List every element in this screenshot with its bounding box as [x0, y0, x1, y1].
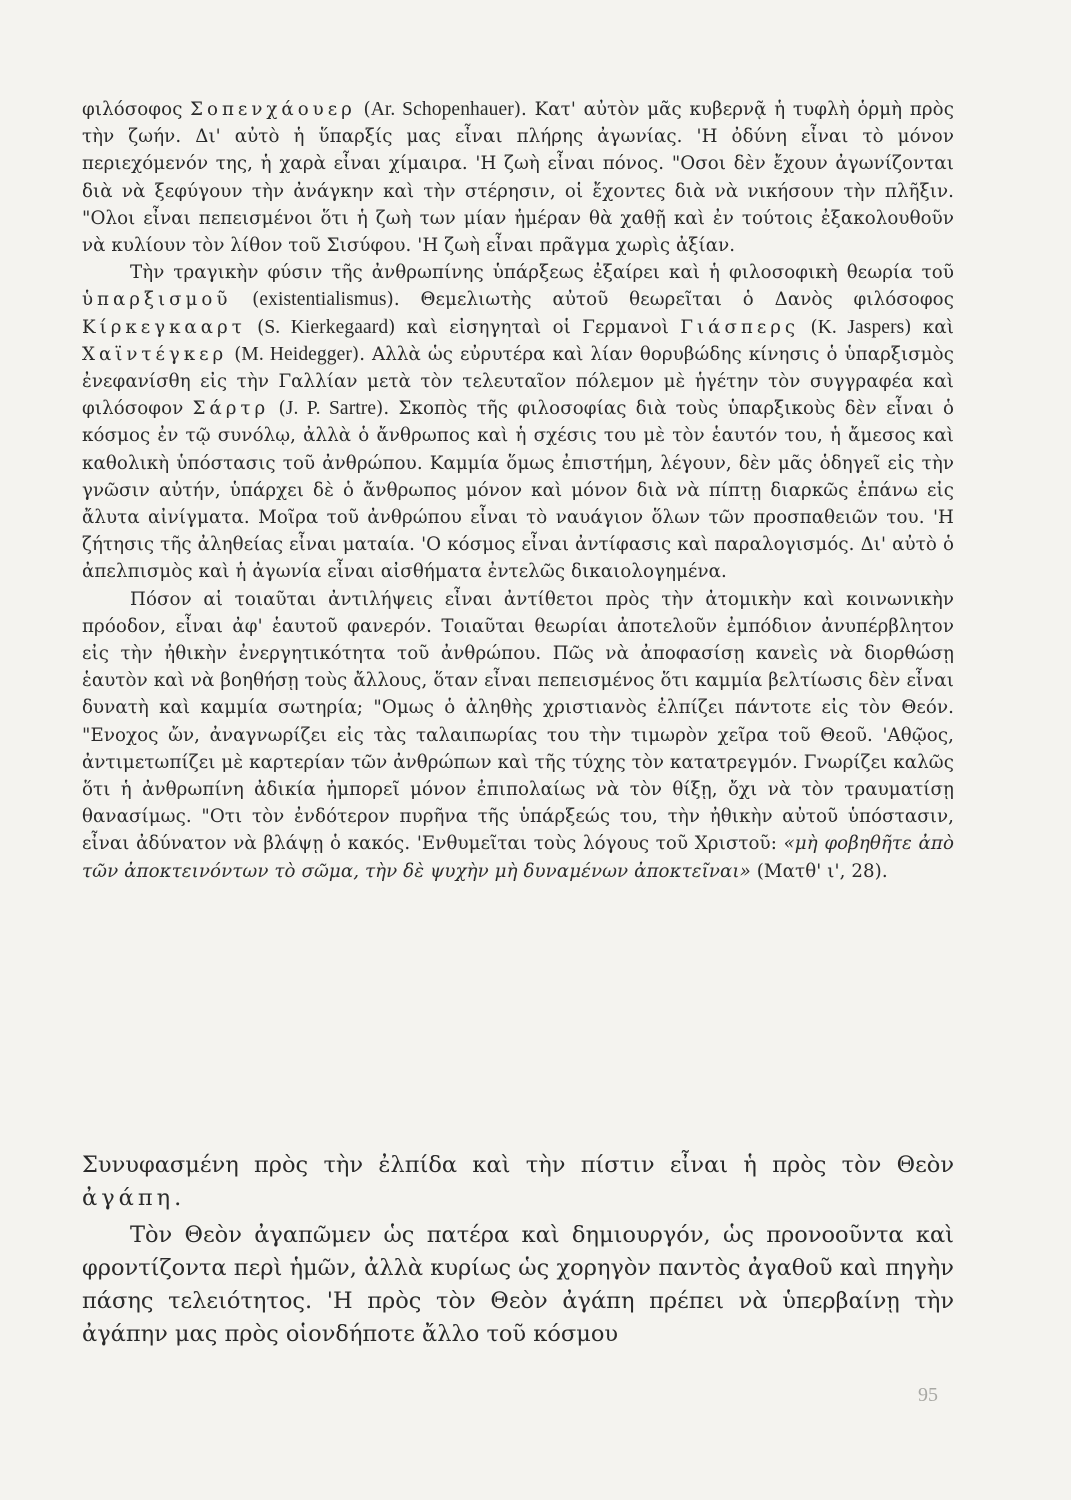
paragraph-1: φιλόσοφος Σοπενχάουερ (Ar. Schopenhauer). Κατ' αὐτὸν μᾶς κυβερνᾷ ἡ τυφλὴ ὁρμὴ πρὸς τὴν ζωήν. Δι' αὐτὸ ἡ ὕπαρξίς μας εἶναι πλήρης ἀγωνίας. 'Η ὀδύνη εἶναι τὸ μόνον περιεχόμενόν της, ἡ χαρὰ εἶναι χίμαιρα. 'Η ζωὴ εἶναι πόνος. "Οσοι δὲν ἔχουν ἀγωνίζονται διὰ νὰ ξεφύγουν τὴν ἀνάγκην καὶ τὴν στέρησιν, οἱ ἔχοντες διὰ νὰ νικήσουν τὴν πλῆξιν. "Ολοι εἶναι πεπεισμένοι ὅτι ἡ ζωὴ των μίαν ἡμέραν θὰ χαθῇ καὶ ἐν τούτοις ἐξακολουθοῦν νὰ κυλίουν τὸν λίθον τοῦ Σισύφου. 'Η ζωὴ εἶναι πρᾶγμα χωρὶς ἀξίαν.	[82, 99, 954, 257]
jaspers-latin: K. Jaspers	[817, 316, 905, 338]
gospel-quote: «μὴ φοβηθῆτε ἀπὸ τῶν ἀποκτεινόντων τὸ σῶμα, τὴν δὲ ψυχὴν μὴ δυναμένων ἀποκτεῖναι»	[82, 833, 954, 882]
kierkegaard-greek: Κίρκεγκααρτ	[82, 316, 246, 338]
term-latin: existentialismus	[259, 289, 387, 311]
agape-term: ἀγάπη	[82, 1185, 175, 1211]
small-text-block	[82, 96, 954, 885]
name-greek: Σοπενχάουερ	[190, 99, 356, 120]
heidegger-latin: M. Heidegger	[241, 343, 352, 365]
page-number: 95	[918, 1384, 938, 1406]
paragraph-3: Πόσον αἱ τοιαῦται ἀντιλήψεις εἶναι ἀντίθετοι πρὸς τὴν ἀτομικὴν καὶ κοινωνικὴν πρόοδον, εἶναι ἀφ' ἑαυτοῦ φανερόν. Τοιαῦται θεωρίαι ἀποτελοῦν ἐμπόδιον ἀνυπέρβλητον εἰς τὴν ἠθικὴν ἐνεργητικότητα τοῦ ἀνθρώπου. Πῶς νὰ ἀποφασίσῃ κανεὶς νὰ διορθώσῃ ἑαυτὸν καὶ νὰ βοηθήσῃ τοὺς ἄλλους, ὅταν εἶναι πεπεισμένος ὅτι καμμία βελτίωσις δὲν εἶναι δυνατὴ καὶ καμμία σωτηρία; "Ομως ὁ ἀληθὴς χριστιανὸς ἐλπίζει πάντοτε εἰς τὸν Θεόν. "Ενοχος ὤν, ἀναγνωρίζει εἰς τὰς ταλαιπωρίας του τὴν τιμωρὸν χεῖρα τοῦ Θεοῦ. 'Αθῷος, ἀντιμετωπίζει μὲ καρτερίαν τῶν ἀνθρώπων καὶ τῆς τύχης τὸν κατατρεγμόν. Γνωρίζει καλῶς ὅτι ἡ ἀνθρωπίνη ἀδικία ἠμπορεῖ μόνον ἐπιπολαίως νὰ τὸν θίξῃ, ὄχι νὰ τὸν τραυματίσῃ θανασίμως. "Οτι τὸν ἐνδότερον πυρῆνα τῆς ὑπάρξεώς του, τὴν ἠθικὴν αὐτοῦ ὑπόστασιν, εἶναι ἀδύνατον νὰ βλάψῃ ὁ κακός. 'Ενθυμεῖται τοὺς λόγους τοῦ Χριστοῦ: «μὴ φοβηθῆτε ἀπὸ τῶν ἀποκτεινόντων τὸ σῶμα, τὴν δὲ ψυχὴν μὴ δυναμένων ἀποκτεῖναι» (Ματθ' ι', 28).	[82, 588, 954, 882]
kierkegaard-latin: S. Kierkegaard	[264, 316, 389, 338]
paragraph-5: Τὸν Θεὸν ἀγαπῶμεν ὡς πατέρα καὶ δημιουργόν, ὡς προνοοῦντα καὶ φροντίζοντα περὶ ἡμῶν, ἀλλὰ κυρίως ὡς χορηγὸν παντὸς ἀγαθοῦ καὶ πηγὴν πάσης τελειότητος. 'Η πρὸς τὸν Θεὸν ἀγάπη πρέπει νὰ ὑπερβαίνῃ τὴν ἀγάπην μας πρὸς οἱονδήποτε ἄλλο τοῦ κόσμου	[82, 1222, 954, 1347]
name-latin: Ar. Schopenhauer	[370, 99, 514, 120]
sartre-greek: Σάρτρ	[192, 398, 270, 420]
book-page	[82, 96, 954, 1476]
term-greek: ὑπαρξισμοῦ	[82, 289, 232, 311]
sartre-latin: J. P. Sartre	[285, 398, 377, 420]
paragraph-4: Συνυφασμένη πρὸς τὴν ἐλπίδα καὶ τὴν πίστιν εἶναι ἡ πρὸς τὸν Θεὸν ἀγάπη.	[82, 1152, 954, 1211]
paragraph-2: Τὴν τραγικὴν φύσιν τῆς ἀνθρωπίνης ὑπάρξεως ἐξαίρει καὶ ἡ φιλοσοφικὴ θεωρία τοῦ ὑπαρξισμοῦ (existentialismus). Θεμελιωτὴς αὐτοῦ θεωρεῖται ὁ Δανὸς φιλόσοφος Κίρκεγκααρτ (S. Kierkegaard) καὶ εἰσηγηταὶ οἱ Γερμανοὶ Γιάσπερς (K. Jaspers) καὶ Χαϊντέγκερ (M. Heidegger). Αλλὰ ὡς εὐρυτέρα καὶ λίαν θορυβώδης κίνησις ὁ ὑπαρξισμὸς ἐνεφανίσθη εἰς τὴν Γαλλίαν μετὰ τὸν τελευταῖον πόλεμον μὲ ἡγέτην τὸν συγγραφέα καὶ φιλόσοφον Σάρτρ (J. P. Sartre). Σκοπὸς τῆς φιλοσοφίας διὰ τοὺς ὑπαρξικοὺς δὲν εἶναι ὁ κόσμος ἐν τῷ συνόλῳ, ἀλλὰ ὁ ἄνθρωπος καὶ ἡ σχέσις του μὲ τὸν ἑαυτόν του, ἡ ἄμεσος καὶ καθολικὴ ὑπόστασις τοῦ ἀνθρώπου. Καμμία ὅμως ἐπιστήμη, λέγουν, δὲν μᾶς ὁδηγεῖ εἰς τὴν γνῶσιν αὐτήν, ὑπάρχει δὲ ὁ ἄνθρωπος μόνον καὶ μόνον διὰ νὰ πίπτῃ διαρκῶς ἐπάνω εἰς ἄλυτα αἰνίγματα. Μοῖρα τοῦ ἀνθρώπου εἶναι τὸ ναυάγιον ὅλων τῶν προσπαθειῶν του. 'Η ζήτησις τῆς ἀληθείας εἶναι ματαία. 'Ο κόσμος εἶναι ἀντίφασις καὶ παραλογισμός. Δι' αὐτὸ ὁ ἀπελπισμὸς καὶ ἡ ἀγωνία εἶναι αἰσθήματα ἐντελῶς δικαιολογημένα.	[82, 262, 955, 583]
large-text-block	[82, 1149, 954, 1351]
jaspers-greek: Γιάσπερς	[680, 316, 800, 338]
heidegger-greek: Χαϊντέγκερ	[82, 343, 228, 365]
